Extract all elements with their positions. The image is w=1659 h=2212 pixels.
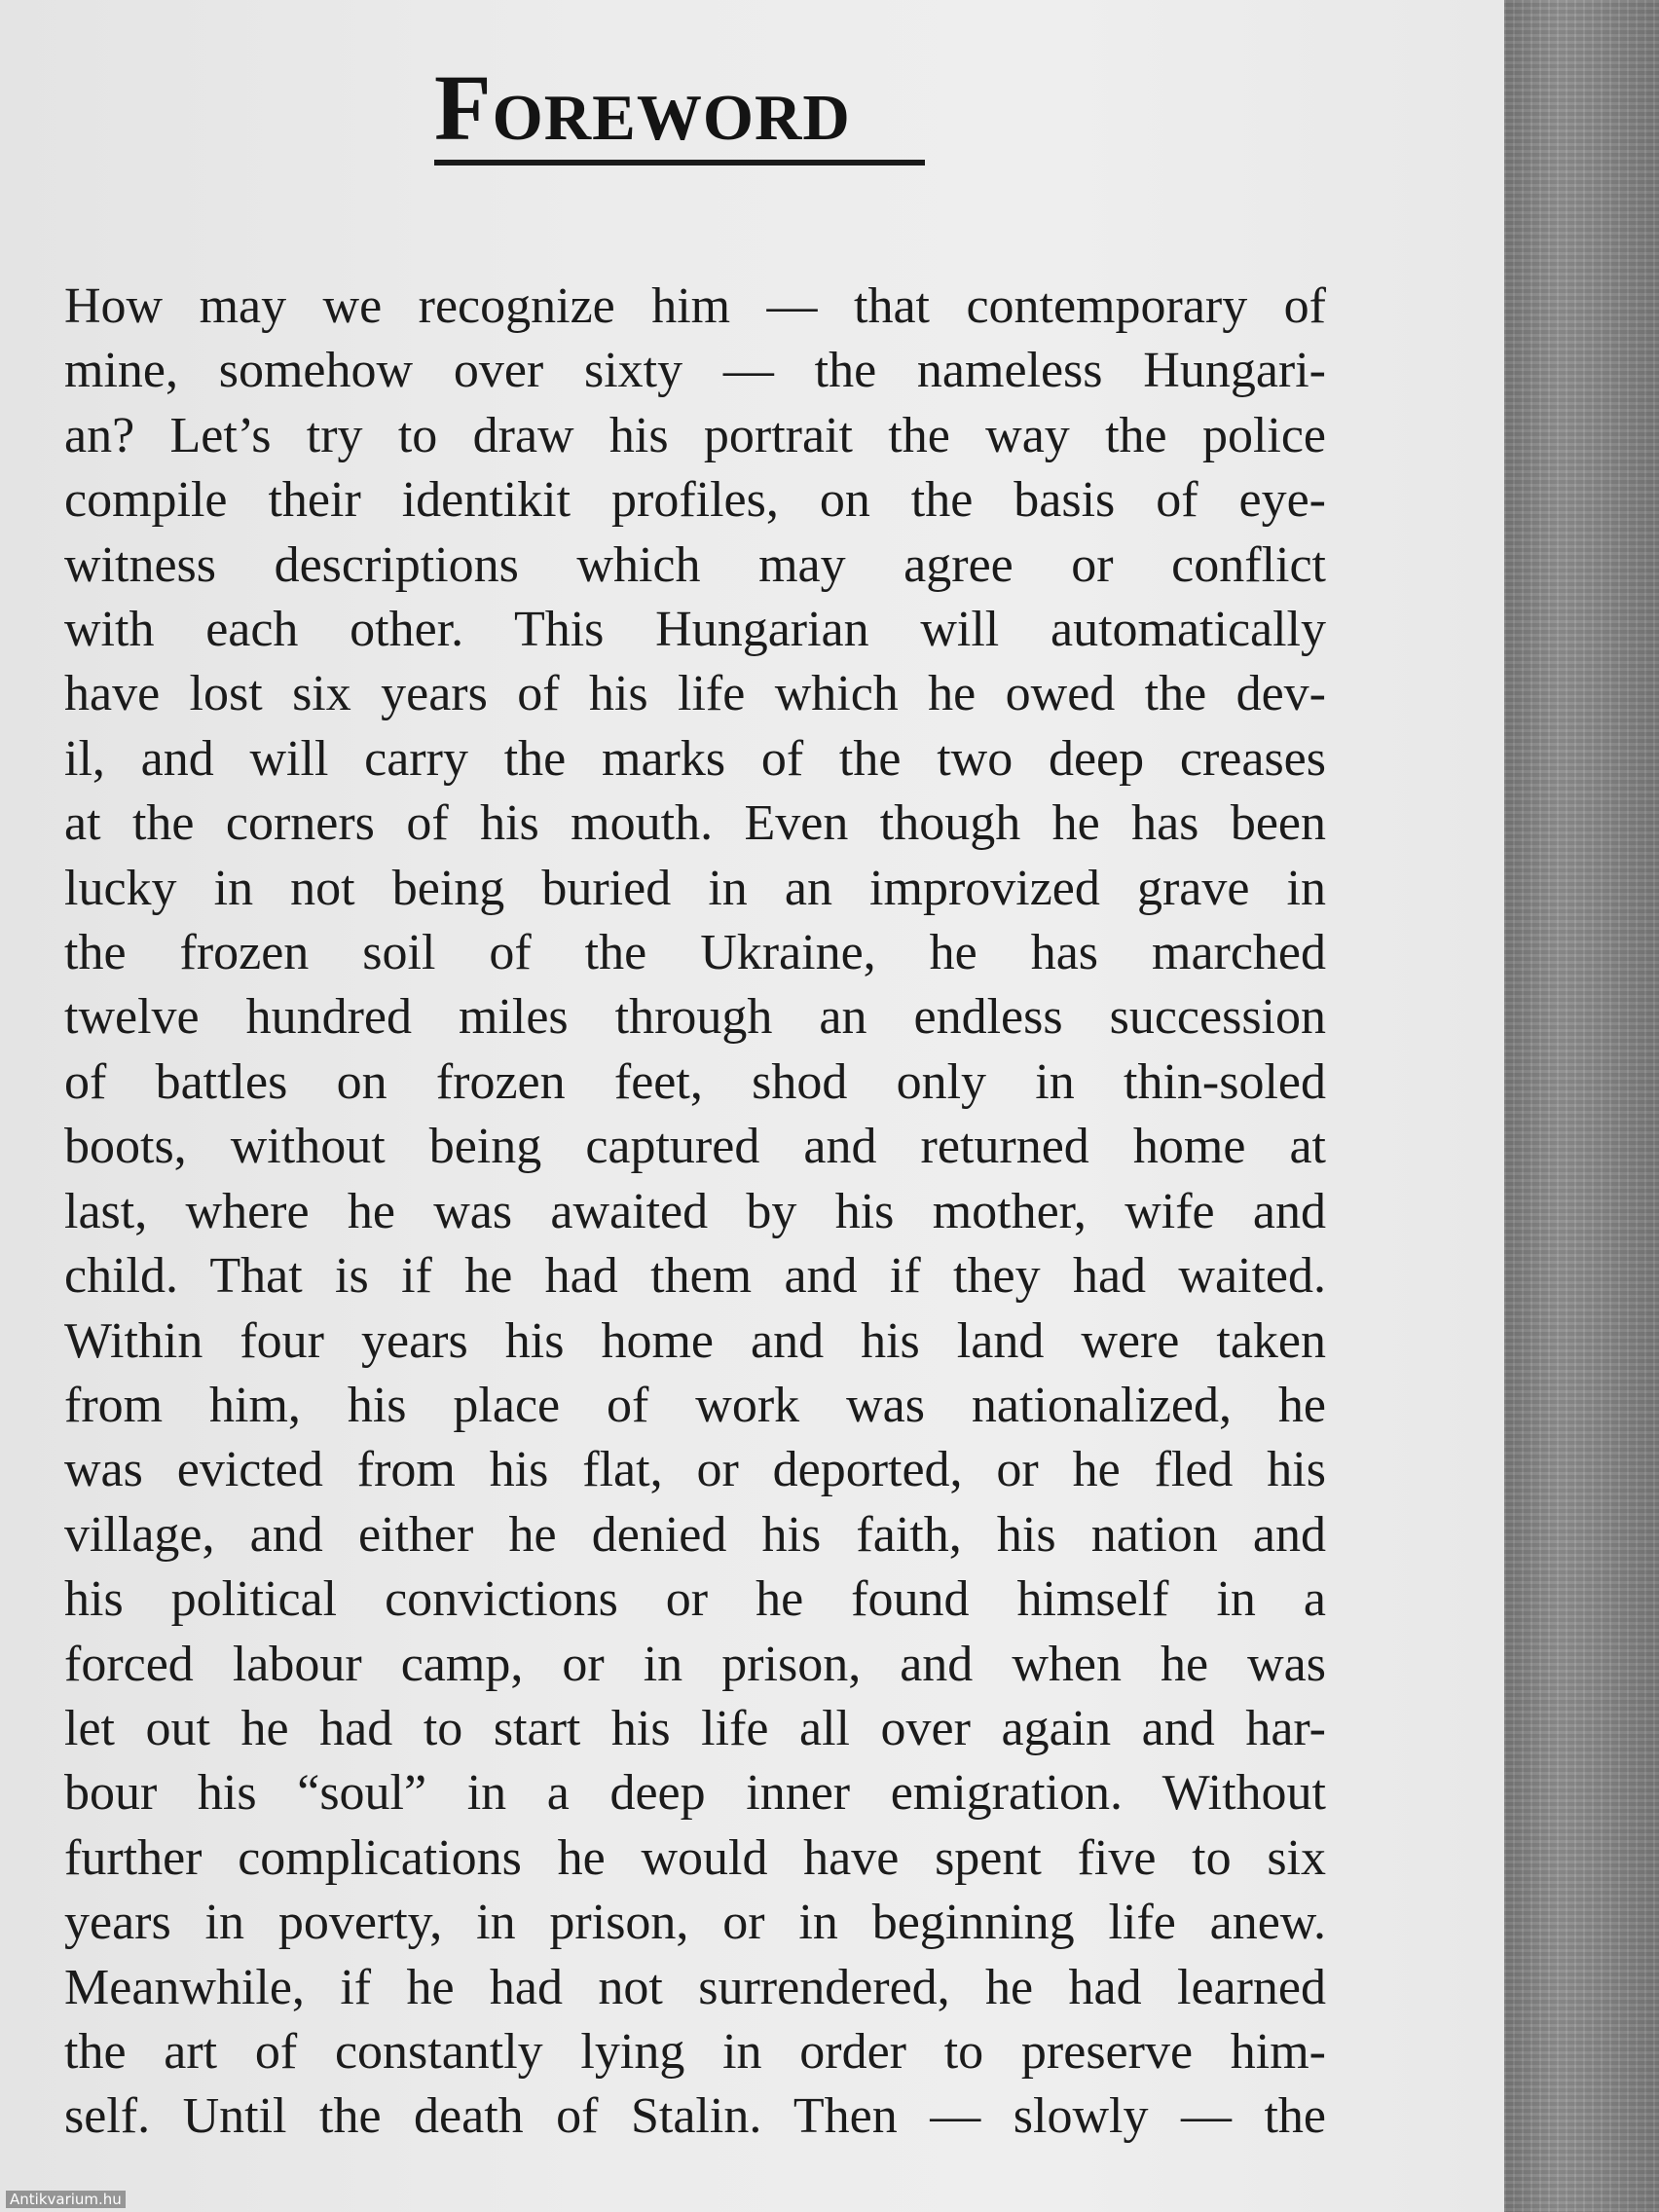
- text-line: mine, somehow over sixty — the nameless Hungari-: [64, 343, 1326, 399]
- text-line: How may we recognize him — that contemporary of: [64, 278, 1326, 334]
- text-line: was evicted from his flat, or deported, or he fled his: [64, 1442, 1326, 1498]
- text-line: the art of constantly lying in order to preserve him-: [64, 2023, 1326, 2080]
- text-line: of battles on frozen feet, shod only in thin-soled: [64, 1053, 1326, 1110]
- background-surface: [1504, 0, 1659, 2212]
- text-line: self. Until the death of Stalin. Then — slowly — the: [64, 2088, 1326, 2145]
- text-line: his political convictions or he found himself in a: [64, 1571, 1326, 1628]
- text-line: boots, without being captured and returned home at: [64, 1119, 1326, 1175]
- text-line: bour his “soul” in a deep inner emigration. Without: [64, 1765, 1326, 1822]
- text-line: Within four years his home and his land were taken: [64, 1312, 1326, 1369]
- text-line: child. That is if he had them and if they had waited.: [64, 1248, 1326, 1305]
- text-line: il, and will carry the marks of the two deep creases: [64, 730, 1326, 787]
- text-line: have lost six years of his life which he owed the dev-: [64, 666, 1326, 722]
- text-line: Meanwhile, if he had not surrendered, he had learned: [64, 1959, 1326, 2015]
- heading-underline: [434, 160, 925, 166]
- text-line: twelve hundred miles through an endless succession: [64, 989, 1326, 1046]
- text-line: village, and either he denied his faith, his nation and: [64, 1506, 1326, 1563]
- text-line: compile their identikit profiles, on the basis of eye-: [64, 472, 1326, 529]
- text-line: witness descriptions which may agree or conflict: [64, 536, 1326, 593]
- watermark-text: Antikvarium.hu: [6, 2191, 126, 2208]
- text-line: last, where he was awaited by his mother, wife and: [64, 1183, 1326, 1239]
- text-line: forced labour camp, or in prison, and when he was: [64, 1636, 1326, 1692]
- text-line: let out he had to start his life all over again and har-: [64, 1700, 1326, 1756]
- text-line: from him, his place of work was nationalized, he: [64, 1377, 1326, 1433]
- text-line: further complications he would have spent five to six: [64, 1829, 1326, 1886]
- page-heading: Foreword: [434, 55, 851, 160]
- text-line: years in poverty, in prison, or in beginning life anew.: [64, 1895, 1326, 1951]
- text-line: the frozen soil of the Ukraine, he has marched: [64, 925, 1326, 981]
- text-line: at the corners of his mouth. Even though he has been: [64, 795, 1326, 852]
- foreword-body: [64, 275, 1326, 2150]
- text-line: with each other. This Hungarian will automatically: [64, 602, 1326, 658]
- text-line: an? Let’s try to draw his portrait the way the police: [64, 407, 1326, 463]
- text-line: lucky in not being buried in an improvized grave in: [64, 860, 1326, 916]
